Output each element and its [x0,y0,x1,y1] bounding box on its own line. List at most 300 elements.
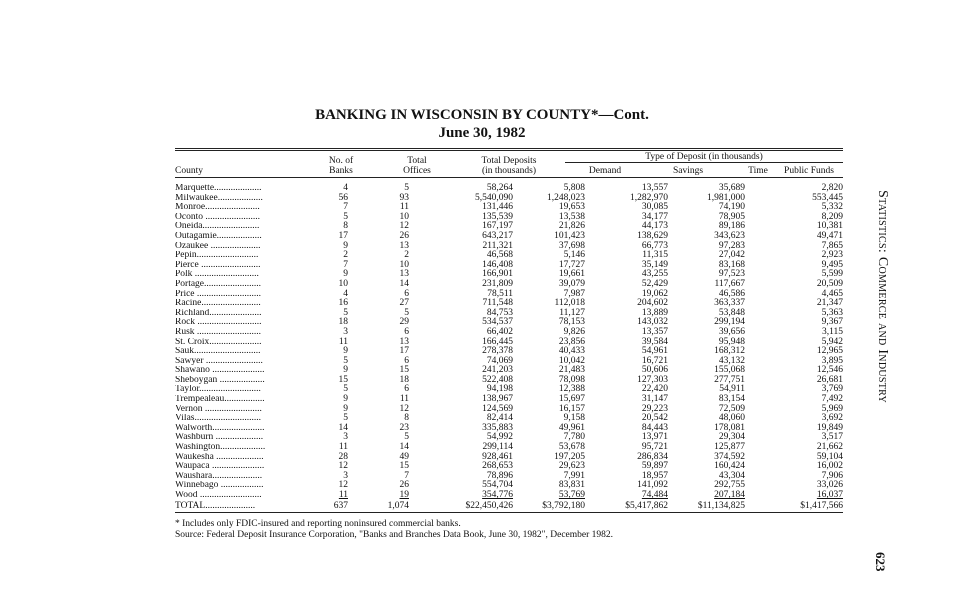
cell-public: 5,969 [821,403,843,414]
side-heading: Statistics: Commerce and Industry [875,190,890,404]
cell-public: 21,347 [816,298,843,309]
cell-banks: 5 [343,211,348,222]
table-title: BANKING IN WISCONSIN BY COUNTY*—Cont. [315,107,649,123]
cell-public: 7,865 [821,240,843,251]
data-table [175,184,843,511]
cell-public: 3,692 [821,413,843,424]
cell-offices: 7 [404,470,409,481]
cell-time: 89,186 [718,221,745,232]
cell-public: 26,681 [816,374,843,385]
cell-county: Sawyer ........................ [175,356,263,366]
cell-demand: 23,856 [558,336,585,347]
cell-offices: 23 [399,422,409,433]
cell-offices: 6 [404,384,409,395]
top-rule [175,148,843,149]
cell-total: 299,114 [482,442,513,453]
cell-county: Richland...................... [175,308,262,318]
cell-time: 46,586 [718,288,745,299]
header-offices-line1: Total [407,156,427,166]
cell-public: 16,037 [816,490,843,500]
cell-total: 146,408 [482,259,513,270]
cell-time: 43,132 [718,355,745,366]
cell-offices: 13 [399,269,409,280]
cell-county: Sheboygan ................... [175,375,265,385]
cell-county: Oconto ....................... [175,212,260,222]
cell-county: Marquette.................... [175,184,262,193]
cell-county: Racine......................... [175,299,261,309]
cell-public: 49,471 [816,230,843,241]
cell-county: Price ........................... [175,289,262,299]
cell-demand: 112,018 [554,298,585,309]
cell-offices: 18 [399,374,409,385]
cell-offices: 5 [404,183,409,193]
footnote: * Includes only FDIC-insured and reporting noninsured commercial banks. [175,519,461,529]
cell-time: 343,623 [714,230,745,241]
cell-offices: 5 [404,307,409,318]
cell-public: 3,895 [821,355,843,366]
cell-total: 268,653 [482,461,513,472]
cell-demand: 78,098 [558,374,585,385]
cell-public: 3,517 [821,432,843,443]
cell-total: 84,753 [486,307,513,318]
cell-banks: 28 [338,451,348,462]
cell-savings: 143,032 [637,317,668,328]
cell-banks: 11 [338,442,348,453]
cell-demand: 78,153 [558,317,585,328]
cell-county: Waukesha .................... [175,452,264,462]
table-row [175,491,843,501]
cell-county: Taylor.......................... [175,385,261,395]
cell-public: 2,820 [821,183,843,193]
cell-savings: 16,721 [641,355,668,366]
cell-offices: 6 [404,355,409,366]
cell-offices: 15 [399,461,409,472]
header-rule [175,177,843,178]
cell-offices: 19 [399,490,409,500]
cell-demand: 19,661 [558,269,585,280]
cell-banks: 5 [343,307,348,318]
cell-time: 155,068 [714,365,745,376]
cell-offices: 11 [399,202,409,213]
table-subtitle: June 30, 1982 [438,125,526,141]
cell-demand: 1,248,023 [547,192,585,203]
cell-public: 9,367 [821,317,843,328]
cell-public: 20,509 [816,278,843,289]
cell-demand: 101,423 [554,230,585,241]
cell-public: 16,002 [816,461,843,472]
cell-public: 19,849 [816,422,843,433]
header-total-deposits-line1: Total Deposits [481,156,537,166]
cell-time: 72,509 [718,403,745,414]
cell-offices: 8 [404,413,409,424]
cell-banks: 9 [343,269,348,280]
cell-offices: 11 [399,394,409,405]
cell-county: Polk ........................... [175,270,259,280]
cell-total: 643,217 [482,230,513,241]
cell-banks: 2 [343,250,348,261]
cell-time: 363,337 [714,298,745,309]
cell-time: 292,755 [714,480,745,491]
cell-banks: 12 [338,480,348,491]
cell-county: Portage........................ [175,279,262,289]
cell-savings: 127,303 [637,374,668,385]
cell-public: 12,546 [816,365,843,376]
cell-savings: 19,062 [641,288,668,299]
cell-savings: 20,542 [641,413,668,424]
cell-total: 82,414 [486,413,513,424]
source-note: Source: Federal Deposit Insurance Corporation, "Banks and Branches Data Book, June 30, 1982", December 1982. [175,530,614,540]
cell-demand: 5,808 [563,183,585,193]
cell-demand: 10,042 [558,355,585,366]
cell-public: 33,026 [816,480,843,491]
cell-total: 231,809 [482,278,513,289]
cell-demand: 19,653 [558,202,585,213]
cell-demand: 49,961 [558,422,585,433]
cell-offices: 29 [399,317,409,328]
cell-time: 117,667 [714,278,745,289]
cell-demand: 15,697 [558,394,585,405]
cell-county: Ozaukee ..................... [175,241,261,251]
cell-savings: 13,557 [641,183,668,193]
cell-time: 207,184 [714,490,745,500]
header-demand: Demand [588,166,622,176]
cell-county: Waushara..................... [175,471,263,481]
cell-public: 5,599 [821,269,843,280]
cell-county: TOTAL..................... [175,500,256,511]
cell-banks: 10 [338,278,348,289]
cell-total: 94,198 [486,384,513,395]
cell-county: Shawano ...................... [175,366,265,376]
cell-demand: 40,433 [558,346,585,357]
cell-total: 135,539 [482,211,513,222]
cell-total: 78,511 [487,288,513,299]
cell-time: 48,060 [718,413,745,424]
cell-time: 83,168 [718,259,745,270]
cell-savings: 74,484 [641,490,668,500]
cell-time: $11,134,825 [697,500,745,511]
cell-offices: 93 [399,192,409,203]
total-row [175,501,843,512]
cell-savings: 66,773 [641,240,668,251]
cell-savings: 44,173 [641,221,668,232]
cell-total: 46,568 [486,250,513,261]
cell-time: 97,523 [718,269,745,280]
cell-total: 241,203 [482,365,513,376]
cell-public: 5,363 [821,307,843,318]
cell-public: 553,445 [812,192,843,203]
cell-public: 7,492 [821,394,843,405]
top-rule-double [175,150,843,151]
cell-total: 78,896 [486,470,513,481]
type-rule [565,162,843,163]
cell-banks: 3 [343,470,348,481]
cell-banks: 4 [343,183,348,193]
cell-time: 168,312 [714,346,745,357]
cell-county: Washburn .................... [175,433,264,443]
cell-banks: 17 [338,230,348,241]
cell-offices: 17 [399,346,409,357]
cell-total: 354,776 [482,490,513,500]
cell-savings: 1,282,970 [630,192,668,203]
cell-savings: 141,092 [637,480,668,491]
cell-time: 39,656 [718,326,745,337]
cell-savings: 22,420 [641,384,668,395]
cell-banks: 9 [343,365,348,376]
cell-offices: 15 [399,365,409,376]
cell-demand: 53,769 [558,490,585,500]
page-title [0,106,964,142]
cell-offices: 12 [399,221,409,232]
cell-banks: 4 [343,288,348,299]
cell-banks: 11 [338,336,348,347]
cell-offices: 26 [399,230,409,241]
cell-time: 1,981,000 [707,192,745,203]
bottom-rule [175,512,843,513]
cell-demand: 7,991 [563,470,585,481]
cell-banks: 14 [338,422,348,433]
cell-public: 2,923 [821,250,843,261]
cell-total: 124,569 [482,403,513,414]
cell-savings: 54,961 [641,346,668,357]
cell-offices: 12 [399,403,409,414]
cell-offices: 1,074 [387,500,409,511]
cell-offices: 49 [399,451,409,462]
cell-county: Pepin.......................... [175,251,259,261]
cell-demand: 39,079 [558,278,585,289]
header-total-deposits [459,156,559,176]
cell-county: Monroe....................... [175,203,260,213]
cell-total: 138,967 [482,394,513,405]
cell-offices: 26 [399,480,409,491]
cell-time: 43,304 [718,470,745,481]
cell-demand: 5,146 [563,250,585,261]
cell-offices: 14 [399,442,409,453]
cell-county: Wood .......................... [175,491,262,500]
cell-banks: 56 [338,192,348,203]
cell-banks: 9 [343,240,348,251]
cell-banks: 3 [343,432,348,443]
cell-savings: 52,429 [641,278,668,289]
cell-time: 29,304 [718,432,745,443]
cell-time: 95,948 [718,336,745,347]
cell-demand: 9,158 [563,413,585,424]
cell-time: 97,283 [718,240,745,251]
header-banks [321,156,361,176]
cell-offices: 10 [399,259,409,270]
cell-savings: 84,443 [641,422,668,433]
cell-total: 278,378 [482,346,513,357]
cell-public: $1,417,566 [800,500,843,511]
cell-offices: 13 [399,240,409,251]
cell-banks: 5 [343,413,348,424]
cell-banks: 8 [343,221,348,232]
cell-county: Rock ........................... [175,318,262,328]
cell-total: 211,321 [482,240,513,251]
cell-total: 167,197 [482,221,513,232]
cell-savings: 286,834 [637,451,668,462]
cell-county: Pierce ......................... [175,260,261,270]
cell-demand: 21,483 [558,365,585,376]
cell-savings: 39,584 [641,336,668,347]
cell-public: 4,465 [821,288,843,299]
header-savings: Savings [672,166,704,176]
cell-savings: 31,147 [641,394,668,405]
header-offices-line2: Offices [403,166,431,176]
cell-savings: 138,629 [637,230,668,241]
cell-time: 27,042 [718,250,745,261]
cell-county: Oneida........................ [175,222,260,232]
cell-savings: 204,602 [637,298,668,309]
cell-total: 131,446 [482,202,513,213]
cell-public: 59,104 [816,451,843,462]
cell-banks: 9 [343,403,348,414]
cell-banks: 18 [338,317,348,328]
cell-county: Outagamie................... [175,231,262,241]
cell-offices: 14 [399,278,409,289]
cell-savings: 43,255 [641,269,668,280]
cell-public: 8,209 [821,211,843,222]
cell-demand: 13,538 [558,211,585,222]
cell-time: 35,689 [718,183,745,193]
cell-offices: 6 [404,326,409,337]
cell-time: 83,154 [718,394,745,405]
cell-total: $22,450,426 [465,500,513,511]
cell-public: 5,942 [821,336,843,347]
cell-savings: 13,971 [641,432,668,443]
cell-savings: 34,177 [641,211,668,222]
cell-savings: 18,957 [641,470,668,481]
cell-county: Washington................... [175,443,266,453]
cell-demand: 197,205 [554,451,585,462]
header-time: Time [748,166,768,176]
cell-savings: 50,606 [641,365,668,376]
cell-demand: 11,127 [559,307,585,318]
cell-demand: 83,831 [558,480,585,491]
cell-banks: 15 [338,374,348,385]
cell-banks: 5 [343,384,348,395]
cell-demand: 9,826 [563,326,585,337]
cell-total: 554,704 [482,480,513,491]
cell-public: 9,495 [821,259,843,270]
cell-demand: 37,698 [558,240,585,251]
cell-banks: 9 [343,394,348,405]
cell-offices: 2 [404,250,409,261]
cell-public: 12,965 [816,346,843,357]
header-type-of-deposit: Type of Deposit (in thousands) [645,152,763,162]
cell-time: 160,424 [714,461,745,472]
cell-county: St. Croix...................... [175,337,262,347]
cell-public: 5,332 [821,202,843,213]
header-public-funds: Public Funds [784,166,834,176]
cell-offices: 13 [399,336,409,347]
cell-total: 335,883 [482,422,513,433]
cell-banks: 637 [333,500,348,511]
cell-county: Sauk............................ [175,347,261,357]
header-banks-line1: No. of [328,156,354,166]
cell-demand: 16,157 [558,403,585,414]
header-county: County [175,166,203,176]
cell-total: 58,264 [486,183,513,193]
cell-offices: 5 [404,432,409,443]
cell-savings: 13,357 [641,326,668,337]
cell-offices: 10 [399,211,409,222]
cell-county: Milwaukee................... [175,193,263,203]
cell-time: 54,911 [719,384,745,395]
header-total-deposits-line2: (in thousands) [481,166,537,176]
cell-savings: 29,223 [641,403,668,414]
cell-banks: 9 [343,346,348,357]
cell-total: 74,069 [486,355,513,366]
cell-total: 5,540,090 [475,192,513,203]
cell-county: Vernon ........................ [175,404,262,414]
cell-banks: 11 [338,490,348,500]
cell-total: 534,537 [482,317,513,328]
cell-time: 178,081 [714,422,745,433]
cell-total: 166,901 [482,269,513,280]
cell-total: 711,548 [482,298,513,309]
cell-time: 74,190 [718,202,745,213]
cell-total: 522,408 [482,374,513,385]
cell-time: 299,194 [714,317,745,328]
cell-savings: 11,315 [642,250,668,261]
cell-total: 66,402 [486,326,513,337]
cell-total: 54,992 [486,432,513,443]
cell-banks: 16 [338,298,348,309]
cell-savings: 59,897 [641,461,668,472]
cell-time: 277,751 [714,374,745,385]
page-number: 623 [873,552,888,572]
header-banks-line2: Banks [329,166,353,176]
cell-banks: 7 [343,259,348,270]
cell-time: 78,905 [718,211,745,222]
cell-county: Rusk ........................... [175,327,262,337]
cell-public: 21,662 [816,442,843,453]
cell-county: Vilas............................ [175,414,261,424]
cell-public: 3,769 [821,384,843,395]
cell-time: 53,848 [718,307,745,318]
cell-banks: 5 [343,355,348,366]
cell-demand: 12,388 [558,384,585,395]
cell-savings: $5,417,862 [625,500,668,511]
cell-demand: 21,826 [558,221,585,232]
cell-banks: 12 [338,461,348,472]
cell-public: 3,115 [821,326,843,337]
cell-county: Waupaca ...................... [175,462,265,472]
cell-public: 10,381 [816,221,843,232]
cell-total: 166,445 [482,336,513,347]
cell-county: Winnebago .................. [175,481,264,491]
cell-offices: 27 [399,298,409,309]
cell-demand: 29,623 [558,461,585,472]
cell-demand: 53,678 [558,442,585,453]
cell-total: 928,461 [482,451,513,462]
cell-time: 125,877 [714,442,745,453]
cell-county: Walworth...................... [175,423,265,433]
header-offices [392,156,442,176]
cell-banks: 3 [343,326,348,337]
cell-banks: 7 [343,202,348,213]
cell-savings: 95,721 [641,442,668,453]
cell-demand: 17,727 [558,259,585,270]
cell-savings: 13,889 [641,307,668,318]
cell-offices: 6 [404,288,409,299]
cell-demand: $3,792,180 [542,500,585,511]
cell-savings: 30,085 [641,202,668,213]
cell-county: Trempealeau................. [175,395,265,405]
cell-demand: 7,780 [563,432,585,443]
cell-savings: 35,149 [641,259,668,270]
cell-time: 374,592 [714,451,745,462]
